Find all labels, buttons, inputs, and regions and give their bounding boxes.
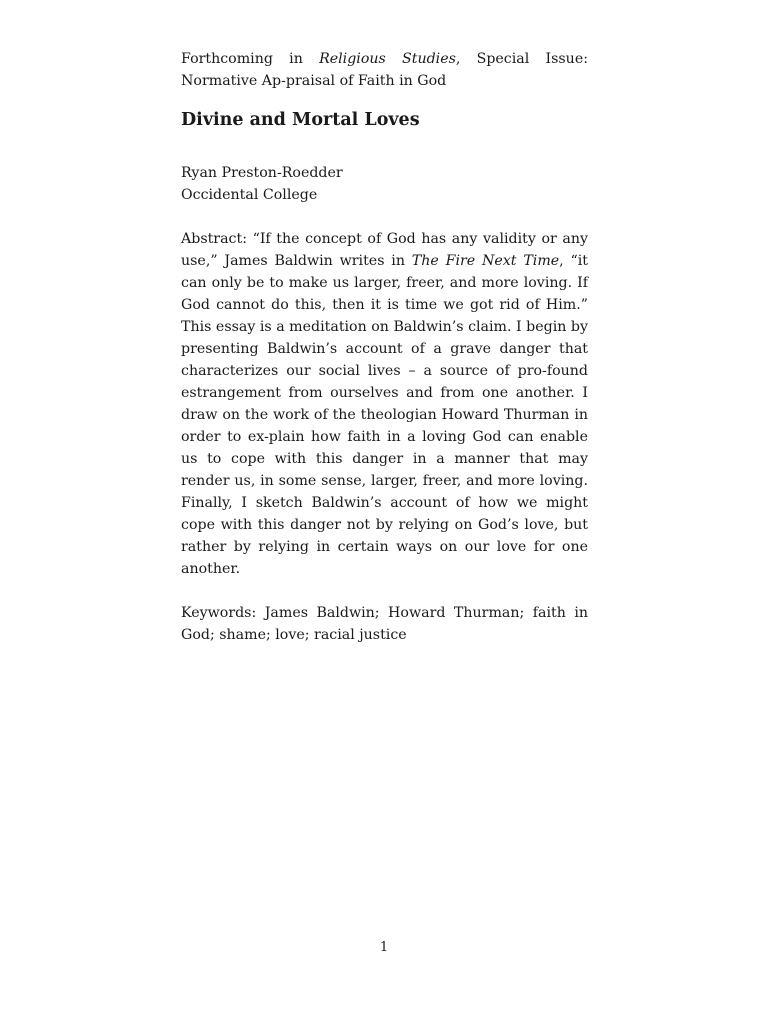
author-affiliation: Occidental College <box>181 187 318 203</box>
abstract-part-1: Abstract: “If the concept of God has any validity or any use,” James Baldwin writes in <box>181 231 588 269</box>
keywords: Keywords: James Baldwin; Howard Thurman; faith in God; shame; love; racial justice <box>181 605 588 643</box>
abstract-part-2: , “it can only be to make us larger, freer, and more loving. If God cannot do this, then it is time we got rid of Him.” This essay is a meditation on Baldwin’s claim. I begin by presenting Baldwin’s account of a grave danger that characterizes our social lives – a source of pro-found estrangement from ourselves and from one another. I draw on the work of the theologian Howard Thurman in order to ex-plain how faith in a loving God can enable us to cope with this danger in a manner that may render us, in some sense, larger, freer, and more loving. Finally, I sketch Baldwin’s account of how we might cope with this danger not by relying on God’s love, but rather by relying in certain ways on our love for one another. <box>181 253 588 577</box>
author-block <box>181 162 588 206</box>
venue-suffix: , Special Issue: Normative Ap-praisal of Faith in God <box>181 51 588 89</box>
paper-page <box>181 48 588 660</box>
abstract-book-title: The Fire Next Time <box>411 253 560 269</box>
paper-title: Divine and Mortal Loves <box>181 110 420 130</box>
venue-prefix: Forthcoming in <box>181 51 320 67</box>
publication-venue <box>181 48 588 92</box>
page-number: 1 <box>379 940 389 955</box>
abstract <box>181 228 588 580</box>
journal-name: Religious Studies <box>319 51 456 67</box>
author-name: Ryan Preston-Roedder <box>181 165 343 181</box>
